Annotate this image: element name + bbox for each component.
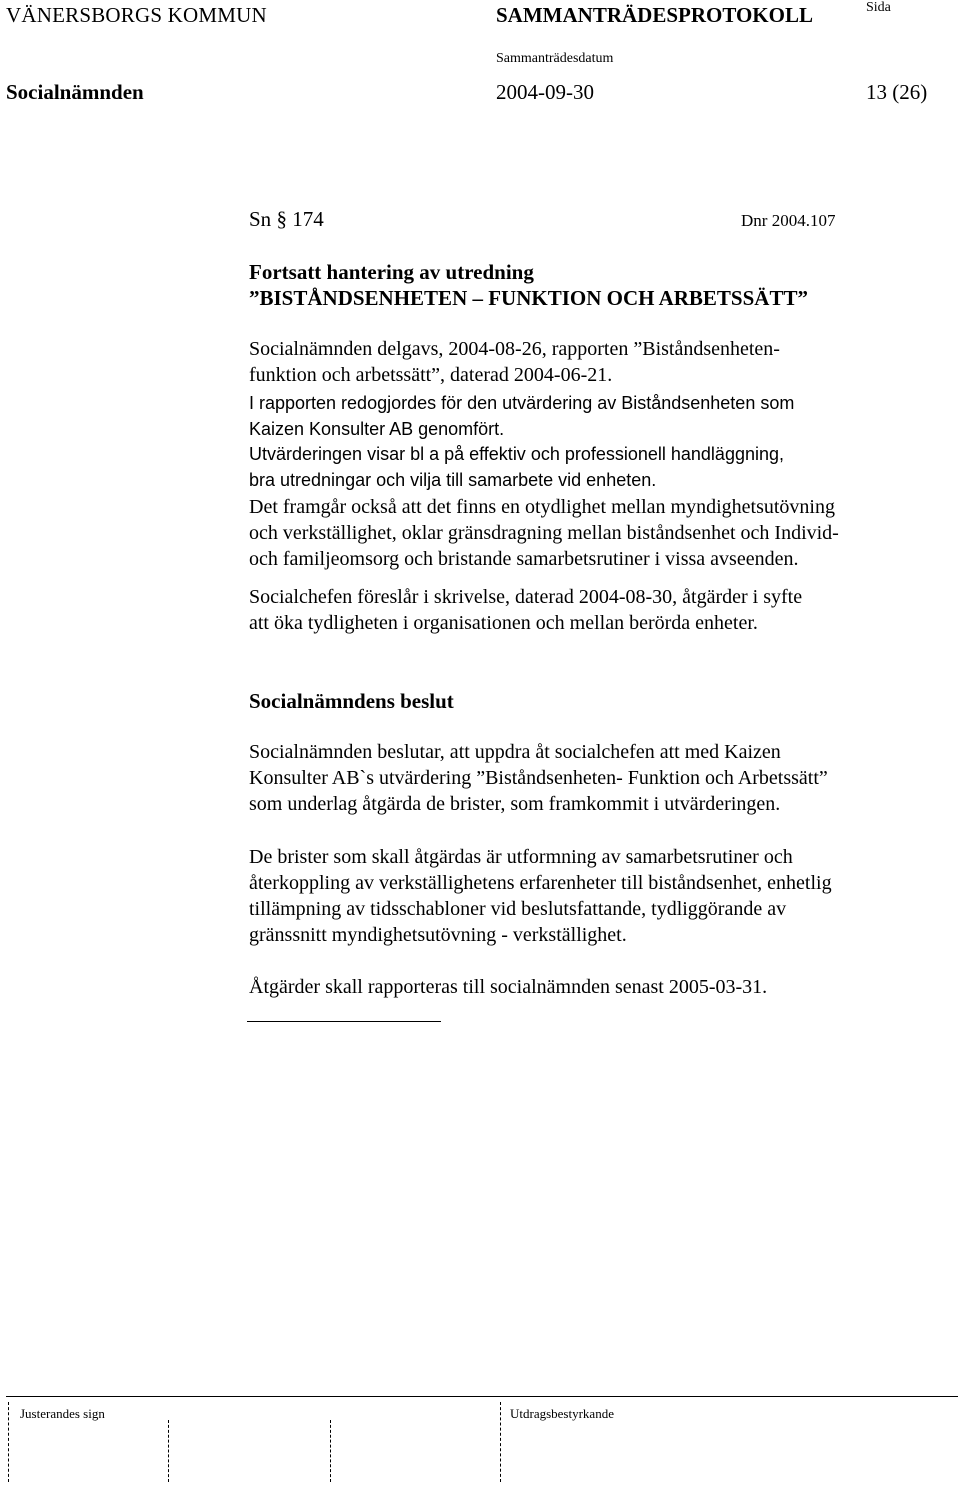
background-paragraph-5 bbox=[249, 584, 802, 636]
document-type: SAMMANTRÄDESPROTOKOLL bbox=[496, 3, 813, 27]
board-name: Socialnämnden bbox=[6, 80, 144, 104]
case-prefix: Sn bbox=[249, 207, 277, 231]
case-dnr: Dnr 2004.107 bbox=[741, 211, 836, 230]
case-title-line: Fortsatt hantering av utredning bbox=[249, 260, 534, 284]
decision-heading: Socialnämndens beslut bbox=[249, 689, 454, 713]
justerandes-sign-label: Justerandes sign bbox=[20, 1406, 105, 1421]
signature-box-divider bbox=[500, 1402, 501, 1482]
text-line: tillämpning av tidsschabloner vid beslutsfattande, tydliggörande av bbox=[249, 898, 787, 920]
text-line: De brister som skall åtgärdas är utformning av samarbetsrutiner och bbox=[249, 846, 793, 868]
text-line: Socialchefen föreslår i skrivelse, daterad 2004-08-30, åtgärder i syfte bbox=[249, 586, 803, 608]
footer-rule bbox=[6, 1396, 958, 1397]
text-line: funktion och arbetssätt”, daterad 2004-06-21. bbox=[249, 364, 613, 386]
text-line: Konsulter AB`s utvärdering ”Biståndsenheten- Funktion och Arbetssätt” bbox=[249, 767, 828, 789]
text-line: och verkställighet, oklar gränsdragning mellan biståndsenhet och Individ- bbox=[249, 522, 839, 544]
decision-paragraph-2 bbox=[249, 844, 832, 948]
case-title-line: ”BISTÅNDSENHETEN – FUNKTION OCH ARBETSSÄTT” bbox=[249, 286, 808, 310]
text-line: återkoppling av verkställighetens erfarenheter till biståndsenhet, enhetlig bbox=[249, 872, 832, 894]
text-line: Kaizen Konsulter AB genomfört. bbox=[249, 419, 505, 439]
text-line: Socialnämnden beslutar, att uppdra åt socialchefen att med Kaizen bbox=[249, 741, 781, 763]
text-line: att öka tydligheten i organisationen och mellan berörda enheter. bbox=[249, 612, 758, 634]
decision-paragraph-1 bbox=[249, 739, 828, 817]
utdragsbestyrkande-label: Utdragsbestyrkande bbox=[510, 1406, 614, 1421]
case-title bbox=[249, 259, 808, 311]
background-paragraph-2 bbox=[249, 390, 794, 442]
date-label: Sammanträdesdatum bbox=[496, 51, 614, 66]
text-line: som underlag åtgärda de brister, som framkommit i utvärderingen. bbox=[249, 793, 781, 815]
text-line: bra utredningar och vilja till samarbete vid enheten. bbox=[249, 470, 657, 490]
text-line: Socialnämnden delgavs, 2004-08-26, rapporten ”Biståndsenheten- bbox=[249, 338, 780, 360]
organization-name: VÄNERSBORGS KOMMUN bbox=[6, 3, 267, 27]
background-paragraph-3 bbox=[249, 441, 784, 493]
signature-box-divider bbox=[330, 1420, 331, 1482]
text-line: Utvärderingen visar bl a på effektiv och professionell handläggning, bbox=[249, 444, 784, 464]
case-digits: 174 bbox=[292, 207, 324, 231]
text-line: Åtgärder skall rapporteras till socialnämnden senast 2005-03-31. bbox=[249, 976, 768, 998]
section-sign-icon: § bbox=[276, 207, 293, 231]
background-paragraph-4 bbox=[249, 494, 839, 572]
text-line: gränssnitt myndighetsutövning - verkställighet. bbox=[249, 924, 627, 946]
background-paragraph-1 bbox=[249, 336, 780, 388]
page-number: 13 (26) bbox=[866, 80, 928, 104]
meeting-date: 2004-09-30 bbox=[496, 80, 594, 104]
text-line: Det framgår också att det finns en otydlighet mellan myndighetsutövning bbox=[249, 496, 835, 518]
signature-box-divider bbox=[8, 1402, 9, 1482]
page-label: Sida bbox=[866, 0, 891, 15]
case-number bbox=[249, 207, 324, 232]
decision-paragraph-3 bbox=[249, 974, 767, 1000]
signature-box-divider bbox=[168, 1420, 169, 1482]
text-line: och familjeomsorg och bristande samarbetsrutiner i vissa avseenden. bbox=[249, 548, 799, 570]
text-line: I rapporten redogjordes för den utvärdering av Biståndsenheten som bbox=[249, 393, 795, 413]
closing-rule bbox=[247, 1021, 441, 1022]
